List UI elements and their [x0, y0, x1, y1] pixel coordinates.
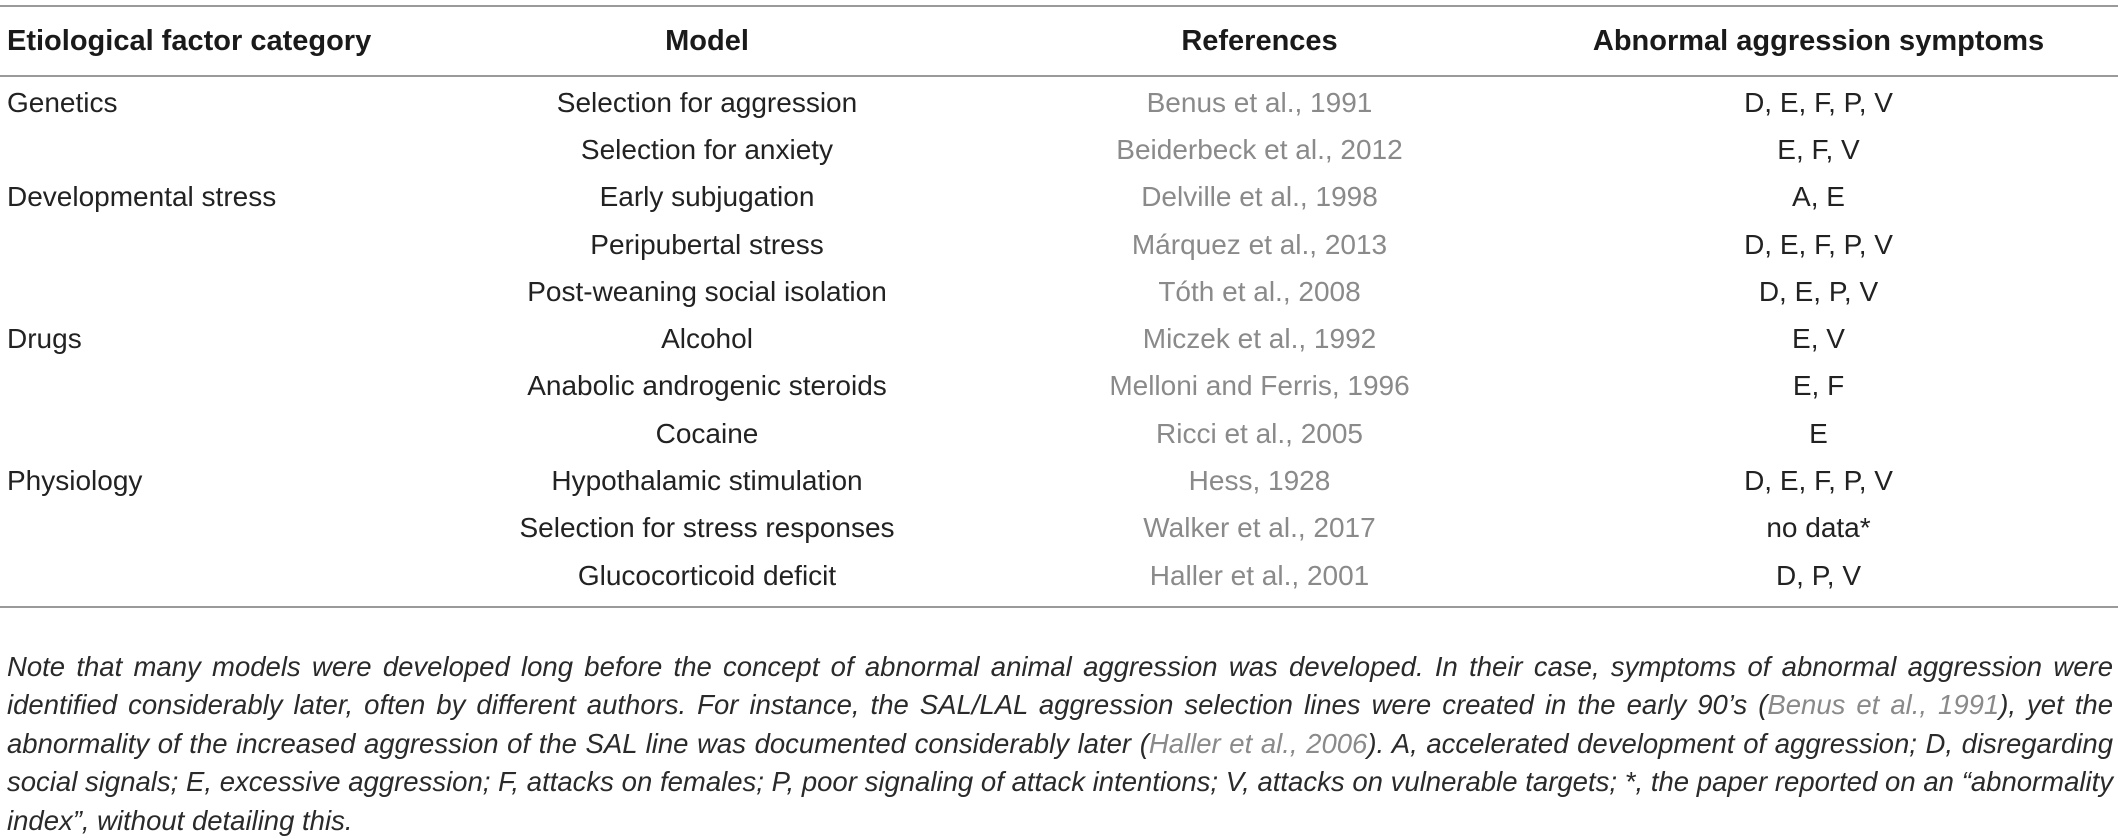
cell-reference-link[interactable]: Miczek et al., 1992	[1007, 315, 1512, 362]
table-row	[0, 75, 2118, 126]
cell-symptoms: no data*	[1512, 505, 2118, 552]
footnote-reference-link[interactable]: Haller et al., 2006	[1149, 728, 1367, 759]
table-row	[0, 174, 2118, 221]
cell-category: Physiology	[0, 457, 407, 504]
table-row	[0, 363, 2118, 410]
cell-symptoms: D, P, V	[1512, 552, 2118, 599]
cell-model: Post-weaning social isolation	[407, 268, 1007, 315]
table-row	[0, 221, 2118, 268]
cell-reference-link[interactable]: Haller et al., 2001	[1007, 552, 1512, 599]
cell-reference-link[interactable]: Márquez et al., 2013	[1007, 221, 1512, 268]
cell-category	[0, 505, 407, 552]
table-row	[0, 126, 2118, 173]
cell-category: Developmental stress	[0, 174, 407, 221]
table-row	[0, 457, 2118, 504]
table-row	[0, 268, 2118, 315]
cell-model: Cocaine	[407, 410, 1007, 457]
cell-category	[0, 552, 407, 599]
aggression-models-table	[0, 7, 2118, 599]
cell-reference-link[interactable]: Tóth et al., 2008	[1007, 268, 1512, 315]
cell-category	[0, 126, 407, 173]
cell-model: Peripubertal stress	[407, 221, 1007, 268]
cell-reference-link[interactable]: Benus et al., 1991	[1007, 75, 1512, 126]
cell-symptoms: E, F, V	[1512, 126, 2118, 173]
cell-model: Early subjugation	[407, 174, 1007, 221]
header-category: Etiological factor category	[0, 7, 407, 75]
table-row	[0, 505, 2118, 552]
cell-symptoms: A, E	[1512, 174, 2118, 221]
table-row	[0, 552, 2118, 599]
table-bottom-rule	[0, 606, 2118, 608]
header-symptoms: Abnormal aggression symptoms	[1512, 7, 2118, 75]
cell-reference-link[interactable]: Beiderbeck et al., 2012	[1007, 126, 1512, 173]
cell-model: Alcohol	[407, 315, 1007, 362]
cell-category: Drugs	[0, 315, 407, 362]
cell-symptoms: D, E, F, P, V	[1512, 75, 2118, 126]
cell-symptoms: D, E, P, V	[1512, 268, 2118, 315]
table-row	[0, 410, 2118, 457]
cell-category: Genetics	[0, 75, 407, 126]
cell-category	[0, 221, 407, 268]
cell-category	[0, 410, 407, 457]
footnote-text: ). A, accelerated development of aggression; D, disregarding social signals; E, excessive aggression; F, attacks on females; P, poor signaling of attack intentions; V, attacks on vulnerable targets; *, the paper reported on an “abnormality index”, without detailing this.	[7, 728, 2113, 836]
cell-reference-link[interactable]: Hess, 1928	[1007, 457, 1512, 504]
cell-symptoms: E, V	[1512, 315, 2118, 362]
cell-reference-link[interactable]: Delville et al., 1998	[1007, 174, 1512, 221]
cell-symptoms: E, F	[1512, 363, 2118, 410]
table-footnote	[7, 648, 2113, 840]
cell-category	[0, 268, 407, 315]
cell-symptoms: E	[1512, 410, 2118, 457]
footnote-text: Note that many models were developed long before the concept of abnormal animal aggression was developed. In their case, symptoms of abnormal aggression were identified considerably later, often by different authors. For instance, the SAL/LAL aggression selection lines were created in the early 90’s (	[7, 651, 2113, 721]
footnote-reference-link[interactable]: Benus et al., 1991	[1767, 689, 1999, 720]
cell-reference-link[interactable]: Ricci et al., 2005	[1007, 410, 1512, 457]
cell-model: Glucocorticoid deficit	[407, 552, 1007, 599]
cell-symptoms: D, E, F, P, V	[1512, 457, 2118, 504]
cell-reference-link[interactable]: Walker et al., 2017	[1007, 505, 1512, 552]
header-references: References	[1007, 7, 1512, 75]
cell-model: Anabolic androgenic steroids	[407, 363, 1007, 410]
table-row	[0, 315, 2118, 362]
footnote-text: ), yet the abnormality of the increased aggression of the SAL line was documented considerably later (	[7, 689, 2113, 759]
cell-model: Selection for anxiety	[407, 126, 1007, 173]
cell-model: Selection for aggression	[407, 75, 1007, 126]
cell-category	[0, 363, 407, 410]
cell-symptoms: D, E, F, P, V	[1512, 221, 2118, 268]
cell-model: Selection for stress responses	[407, 505, 1007, 552]
cell-reference-link[interactable]: Melloni and Ferris, 1996	[1007, 363, 1512, 410]
header-model: Model	[407, 7, 1007, 75]
table-header-row	[0, 7, 2118, 75]
cell-model: Hypothalamic stimulation	[407, 457, 1007, 504]
